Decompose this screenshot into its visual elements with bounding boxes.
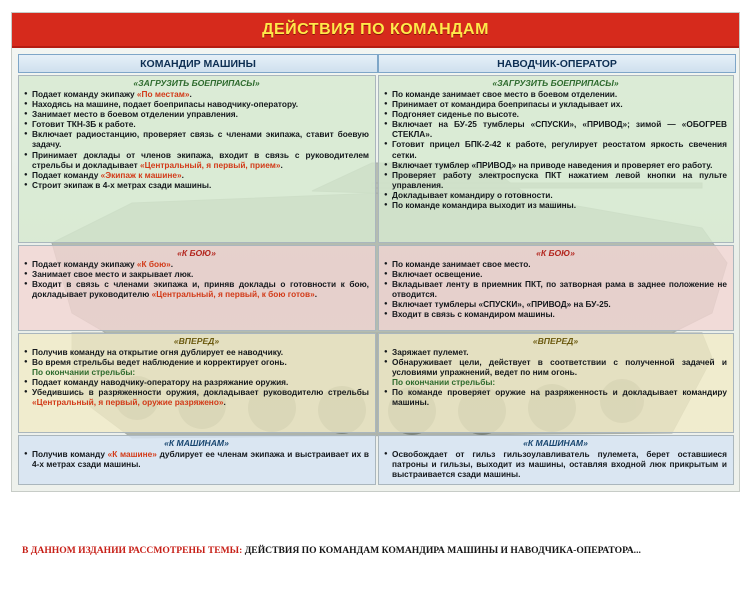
list-item: ● Подает команду экипажу «По местам». [24, 89, 369, 99]
section-title: «ВПЕРЕД» [173, 336, 220, 346]
section-title: «ЗАГРУЗИТЬ БОЕПРИПАСЫ» [492, 78, 619, 88]
commander-load-ammo-section [18, 75, 376, 243]
commander-to-vehicles-section [18, 435, 376, 485]
list-item: ● По команде командира выходит из машины. [384, 200, 727, 210]
list-item: ● Занимает место в боевом отделении управления. [24, 109, 369, 119]
list-item: ● Входит в связь с членами экипажа и, приняв доклады о готовности к бою, докладывает руководителю «Центральный, я первый, к бою готов». [24, 279, 369, 299]
list-item: ● Занимает свое место и закрывает люк. [24, 269, 369, 279]
list-item: ● Включает тумблеры «СПУСКИ», «ПРИВОД» на БУ-25. [384, 299, 727, 309]
commander-to-battle-section [18, 245, 376, 331]
section-title: «К МАШИНАМ» [164, 438, 229, 448]
section-title: «К БОЮ» [536, 248, 575, 258]
section-title: «К МАШИНАМ» [523, 438, 588, 448]
gunner-load-ammo-section [378, 75, 734, 243]
list-item: ● Подает команду «Экипаж к машине». [24, 170, 369, 180]
list-item: ● Готовит ТКН-3Б к работе. [24, 119, 369, 129]
after-fire-subheading: По окончании стрельбы: [32, 367, 136, 378]
list-item: ● Получив команду на открытие огня дублирует ее наводчику. [24, 347, 369, 357]
column-header-commander: КОМАНДИР МАШИНЫ [18, 54, 378, 73]
list-item: ● Включает радиостанцию, проверяет связь с членами экипажа, ставит боевую задачу. [24, 129, 369, 149]
list-item: ● Освобождает от гильз гильзоулавливатель пулемета, берет оставшиеся патроны и гильзы, выходит из машины, оставляя входной люк прикрытым и выстраивается сзади машины. [384, 449, 727, 479]
list-item: ● Проверяет работу электроспуска ПКТ нажатием левой кнопки на пульте управления. [384, 170, 727, 190]
footer-lead: В ДАННОМ ИЗДАНИИ РАССМОТРЕНЫ ТЕМЫ: [22, 545, 243, 556]
list-item: ● Докладывает командиру о готовности. [384, 190, 727, 200]
section-title: «ВПЕРЕД» [532, 336, 579, 346]
list-item: ● По команде занимает свое место в боевом отделении. [384, 89, 727, 99]
list-item: ● Включает освещение. [384, 269, 727, 279]
section-title: «К БОЮ» [177, 248, 216, 258]
list-item: ● Принимает доклады от членов экипажа, входит в связь с руководителем стрельбы и докладывает «Центральный, я первый, прием». [24, 150, 369, 170]
list-item: ● Убедившись в разряженности оружия, докладывает руководителю стрельбы «Центральный, я первый, оружие разряжено». [24, 387, 369, 407]
list-item: ● Строит экипаж в 4-х метрах сзади машины. [24, 180, 369, 190]
list-item: ● Заряжает пулемет. [384, 347, 727, 357]
footer-topics: ДЕЙСТВИЯ ПО КОМАНДАМ КОМАНДИРА МАШИНЫ И НАВОДЧИКА-ОПЕРАТОРА... [244, 545, 641, 556]
list-item: ● Подает команду экипажу «К бою». [24, 259, 369, 269]
list-item: ● Принимает от командира боеприпасы и укладывает их. [384, 99, 727, 109]
gunner-to-battle-section [378, 245, 734, 331]
column-header-gunner: НАВОДЧИК-ОПЕРАТОР [378, 54, 736, 73]
section-title: «ЗАГРУЗИТЬ БОЕПРИПАСЫ» [133, 78, 260, 88]
footer-caption [22, 545, 742, 556]
list-item: ● Получив команду «К машине» дублирует ее членам экипажа и выстраивает их в 4-х метрах сзади машины. [24, 449, 369, 469]
list-item: ● Подгоняет сиденье по высоте. [384, 109, 727, 119]
list-item: ● Включает тумблер «ПРИВОД» на приводе наведения и проверяет его работу. [384, 160, 727, 170]
list-item: ● Включает на БУ-25 тумблеры «СПУСКИ», «ПРИВОД»; зимой — «ОБОГРЕВ СТЕКЛА». [384, 119, 727, 139]
list-item: ● По команде занимает свое место. [384, 259, 727, 269]
poster-title-bar [12, 13, 739, 48]
poster-title: ДЕЙСТВИЯ ПО КОМАНДАМ [262, 20, 489, 38]
list-item: ● Находясь на машине, подает боеприпасы наводчику-оператору. [24, 99, 369, 109]
commander-forward-section [18, 333, 376, 433]
list-item: ● Подает команду наводчику-оператору на разряжание оружия. [24, 377, 369, 387]
list-item: ● Во время стрельбы ведет наблюдение и корректирует огонь. [24, 357, 369, 367]
list-item: ● Обнаруживает цели, действует в соответствии с полученной задачей и условиями упражнений, ведет по ним огонь. [384, 357, 727, 377]
list-item: ● Готовит прицел БПК-2-42 к работе, регулирует реостатом яркость свечения сетки. [384, 139, 727, 159]
list-item: ● Входит в связь с командиром машины. [384, 309, 727, 319]
after-fire-subheading: По окончании стрельбы: [392, 377, 496, 388]
list-item: ● По команде проверяет оружие на разряженность и докладывает командиру машины. [384, 387, 727, 407]
poster [11, 12, 740, 492]
gunner-forward-section [378, 333, 734, 433]
list-item: ● Вкладывает ленту в приемник ПКТ, по затворная рама в заднее положение не отводится. [384, 279, 727, 299]
gunner-to-vehicles-section [378, 435, 734, 485]
